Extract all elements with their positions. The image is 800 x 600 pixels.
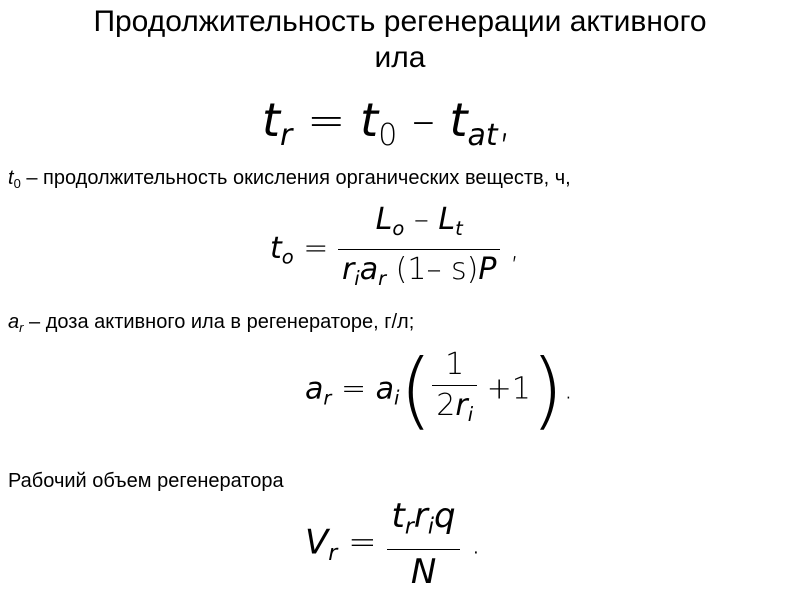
var-P: P	[478, 251, 497, 287]
sub-r: r	[378, 266, 387, 290]
var-a: a	[305, 371, 324, 407]
fraction	[432, 345, 477, 435]
comma: ,	[497, 93, 513, 147]
sub-t: t	[455, 216, 463, 240]
var-t: t	[262, 93, 281, 147]
var-r: r	[341, 251, 355, 287]
var-V: V	[305, 522, 329, 563]
var-Lt: L	[438, 202, 456, 237]
coef-2: 2	[436, 388, 456, 423]
numerator	[387, 494, 459, 550]
sub-i: i	[427, 513, 435, 540]
denominator	[432, 386, 477, 435]
title-line-2: ила	[374, 41, 426, 74]
formula-oxidation-time	[270, 200, 520, 299]
sub-o: o	[281, 245, 294, 269]
var-t0: t	[360, 93, 379, 147]
desc-ar	[8, 310, 414, 340]
fraction	[387, 494, 459, 594]
title-line-1: Продолжительность регенерации активного	[93, 5, 707, 38]
plus-one: +1	[486, 371, 531, 407]
desc-t0	[8, 166, 571, 196]
formula-regeneration-time	[262, 92, 512, 164]
numerator: 1	[432, 345, 477, 386]
desc-ar-var: a	[8, 311, 20, 333]
sub-i: i	[354, 266, 360, 290]
var-t: t	[270, 230, 282, 266]
minus-sign: –	[411, 93, 435, 147]
slide-title	[0, 4, 800, 76]
sub-o: o	[392, 216, 405, 240]
formula-regenerator-volume	[305, 494, 481, 594]
minus-sign: –	[413, 202, 429, 237]
equals-sign: =	[340, 371, 367, 407]
desc-t0-var: t	[8, 167, 14, 189]
sub-r: r	[404, 513, 414, 540]
var-tat: t	[449, 93, 468, 147]
paren-term: (1– s)	[395, 251, 479, 287]
sub-i: i	[467, 402, 474, 426]
sub-0: 0	[378, 117, 398, 153]
desc-volume: Рабочий объем регенератора	[8, 470, 284, 492]
desc-ar-text: – доза активного ила в регенераторе, г/л;	[23, 311, 415, 333]
numerator	[338, 200, 501, 250]
left-paren: (	[399, 340, 433, 439]
formula-sludge-dose	[305, 340, 574, 439]
desc-ar-sub: r	[19, 319, 24, 335]
sub-r: r	[280, 117, 293, 153]
right-paren: )	[530, 340, 564, 439]
sub-r: r	[323, 386, 332, 410]
var-L0: L	[375, 202, 393, 237]
var-ai: a	[375, 371, 395, 407]
equals-sign: =	[306, 93, 346, 147]
equals-sign: =	[303, 230, 329, 266]
var-q: q	[434, 496, 456, 536]
var-t: t	[391, 496, 405, 536]
denominator: N	[410, 551, 437, 592]
period: .	[563, 371, 574, 407]
desc-t0-sub: 0	[13, 175, 21, 191]
sub-at: at	[467, 117, 498, 153]
sub-i: i	[394, 386, 400, 410]
comma: ,	[509, 230, 520, 266]
equals-sign: =	[348, 522, 377, 563]
var-r: r	[413, 496, 428, 536]
denominator	[338, 250, 501, 299]
sub-r: r	[328, 539, 338, 566]
var-a: a	[359, 251, 379, 287]
desc-t0-text: – продолжительность окисления органических веществ, ч,	[20, 167, 571, 189]
fraction	[338, 200, 501, 299]
period: .	[470, 522, 482, 563]
var-r: r	[455, 388, 468, 423]
